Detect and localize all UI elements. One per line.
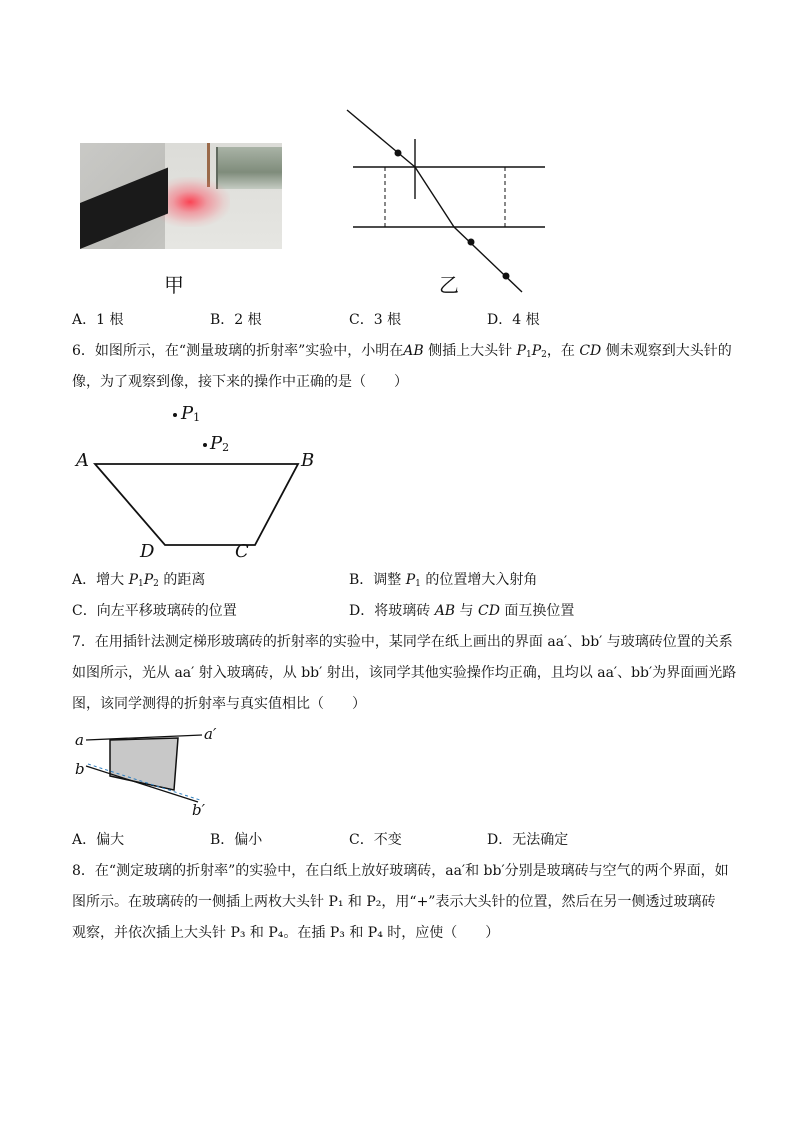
q6-p1-sub: 1: [525, 350, 532, 360]
q7-option-c[interactable]: C．不变: [349, 832, 402, 848]
q6-label-p2: [210, 433, 229, 454]
q8-question-line1: 8．在“测定玻璃的折射率”的实验中，在白纸上放好玻璃砖，aa′和 bb′分别是玻璃砖与空气的两个界面，如: [72, 863, 729, 879]
q5-option-d[interactable]: D．4 根: [487, 312, 540, 328]
q6-opt-a-suffix: 的距离: [158, 572, 206, 588]
q6-opt-a-sub2: 2: [153, 579, 159, 589]
q6-label-p2-sub: 2: [222, 441, 230, 454]
q6-opt-a-prefix: A．增大: [72, 572, 129, 588]
q6-text-d: 侧未观察到大头针的: [601, 343, 732, 359]
diagram-refracted-ray: [415, 167, 454, 227]
photo-laser-pointer: [80, 167, 168, 249]
q6-option-d[interactable]: [349, 604, 574, 618]
q6-opt-d-mid: 与: [455, 603, 478, 619]
q6-opt-a-p2: P: [143, 572, 154, 588]
q7-label-a-prime: a′: [204, 725, 217, 743]
q8-question-line2: 图所示。在玻璃砖的一侧插上两枚大头针 P₁ 和 P₂，用“+”表示大头针的位置，然后在另一侧透过玻璃砖: [72, 894, 716, 910]
q7-glass-block: [110, 738, 178, 790]
q6-opt-a-sub1: 1: [137, 579, 144, 589]
q6-label-b: B: [301, 450, 315, 471]
q6-opt-b-suffix: 的位置增大入射角: [420, 572, 538, 588]
q6-label-p2-letter: P: [210, 433, 223, 454]
q6-opt-a-p: P: [128, 572, 138, 588]
q6-pin-p1: [173, 413, 177, 417]
q6-opt-d-cd: CD: [478, 603, 500, 619]
q5-option-c[interactable]: C．3 根: [349, 312, 402, 328]
q6-option-a[interactable]: [72, 573, 205, 587]
q6-question-line2: 像，为了观察到像，接下来的操作中正确的是（ ）: [72, 374, 408, 390]
q7-label-a: a: [75, 731, 84, 749]
q6-label-p1-sub: 1: [193, 411, 201, 424]
q7-label-b: b: [75, 760, 85, 778]
q6-label-c: C: [235, 541, 249, 562]
q6-option-b[interactable]: [349, 573, 537, 587]
q6-opt-b-sub: 1: [415, 579, 421, 589]
q6-opt-b-prefix: B．调整: [349, 572, 406, 588]
q6-option-c[interactable]: C．向左平移玻璃砖的位置: [72, 603, 237, 619]
q6-p2-sub: 2: [541, 350, 547, 360]
q7-option-b[interactable]: B．偏小: [210, 832, 263, 848]
q6-trapezoid-figure: [70, 400, 330, 565]
photo-caption: 甲: [164, 273, 184, 297]
q6-p1: P: [516, 343, 526, 359]
q6-text-c: ，在: [546, 343, 580, 359]
q6-opt-b-p: P: [405, 572, 416, 588]
diagram-incident-ray: [347, 110, 415, 167]
q7-option-d[interactable]: D．无法确定: [487, 832, 569, 848]
q7-question-line1: 7．在用插针法测定梯形玻璃砖的折射率的实验中，某同学在纸上画出的界面 aa′、bb′ 与玻璃砖位置的关系: [72, 634, 733, 650]
q6-trapezoid: [95, 464, 298, 545]
q7-question-line2: 如图所示，光从 aa′ 射入玻璃砖，从 bb′ 射出，该同学其他实验操作均正确，且均以 aa′、bb′为界面画光路: [72, 665, 737, 681]
diagram-emergent-ray: [454, 227, 522, 292]
q6-cd: CD: [579, 343, 602, 359]
q6-pin-p2: [203, 443, 207, 447]
experiment-photo: [80, 143, 282, 249]
q6-label-p1-letter: P: [181, 403, 194, 424]
q7-question-line3: 图，该同学测得的折射率与真实值相比（ ）: [72, 696, 366, 712]
q7-label-b-prime: b′: [192, 801, 206, 819]
diagram-pin-3: [468, 239, 475, 246]
q5-option-b[interactable]: B．2 根: [210, 312, 262, 328]
q6-text-b: 侧插上大头针: [423, 343, 517, 359]
q6-label-d: D: [140, 541, 155, 562]
q6-ab: AB: [403, 343, 424, 359]
q6-question-line1: [72, 344, 732, 358]
q6-label-a: A: [76, 450, 89, 471]
q6-opt-d-prefix: D．将玻璃砖: [349, 603, 435, 619]
q6-p2: P: [531, 343, 542, 359]
q6-label-p1: [181, 403, 200, 424]
diagram-pin-4: [503, 273, 510, 280]
q6-opt-d-suffix: 面互换位置: [499, 603, 575, 619]
q8-question-line3: 观察，并依次插上大头针 P₃ 和 P₄。在插 P₃ 和 P₄ 时，应使（ ）: [72, 925, 500, 941]
diagram-caption: 乙: [439, 273, 459, 297]
q7-option-a[interactable]: A．偏大: [72, 832, 125, 848]
q5-option-a[interactable]: A．1 根: [72, 312, 124, 328]
diagram-pin-1: [395, 150, 402, 157]
q6-opt-d-ab: AB: [434, 603, 456, 619]
q6-text-a: 6．如图所示，在“测量玻璃的折射率”实验中，小明在: [72, 343, 404, 359]
